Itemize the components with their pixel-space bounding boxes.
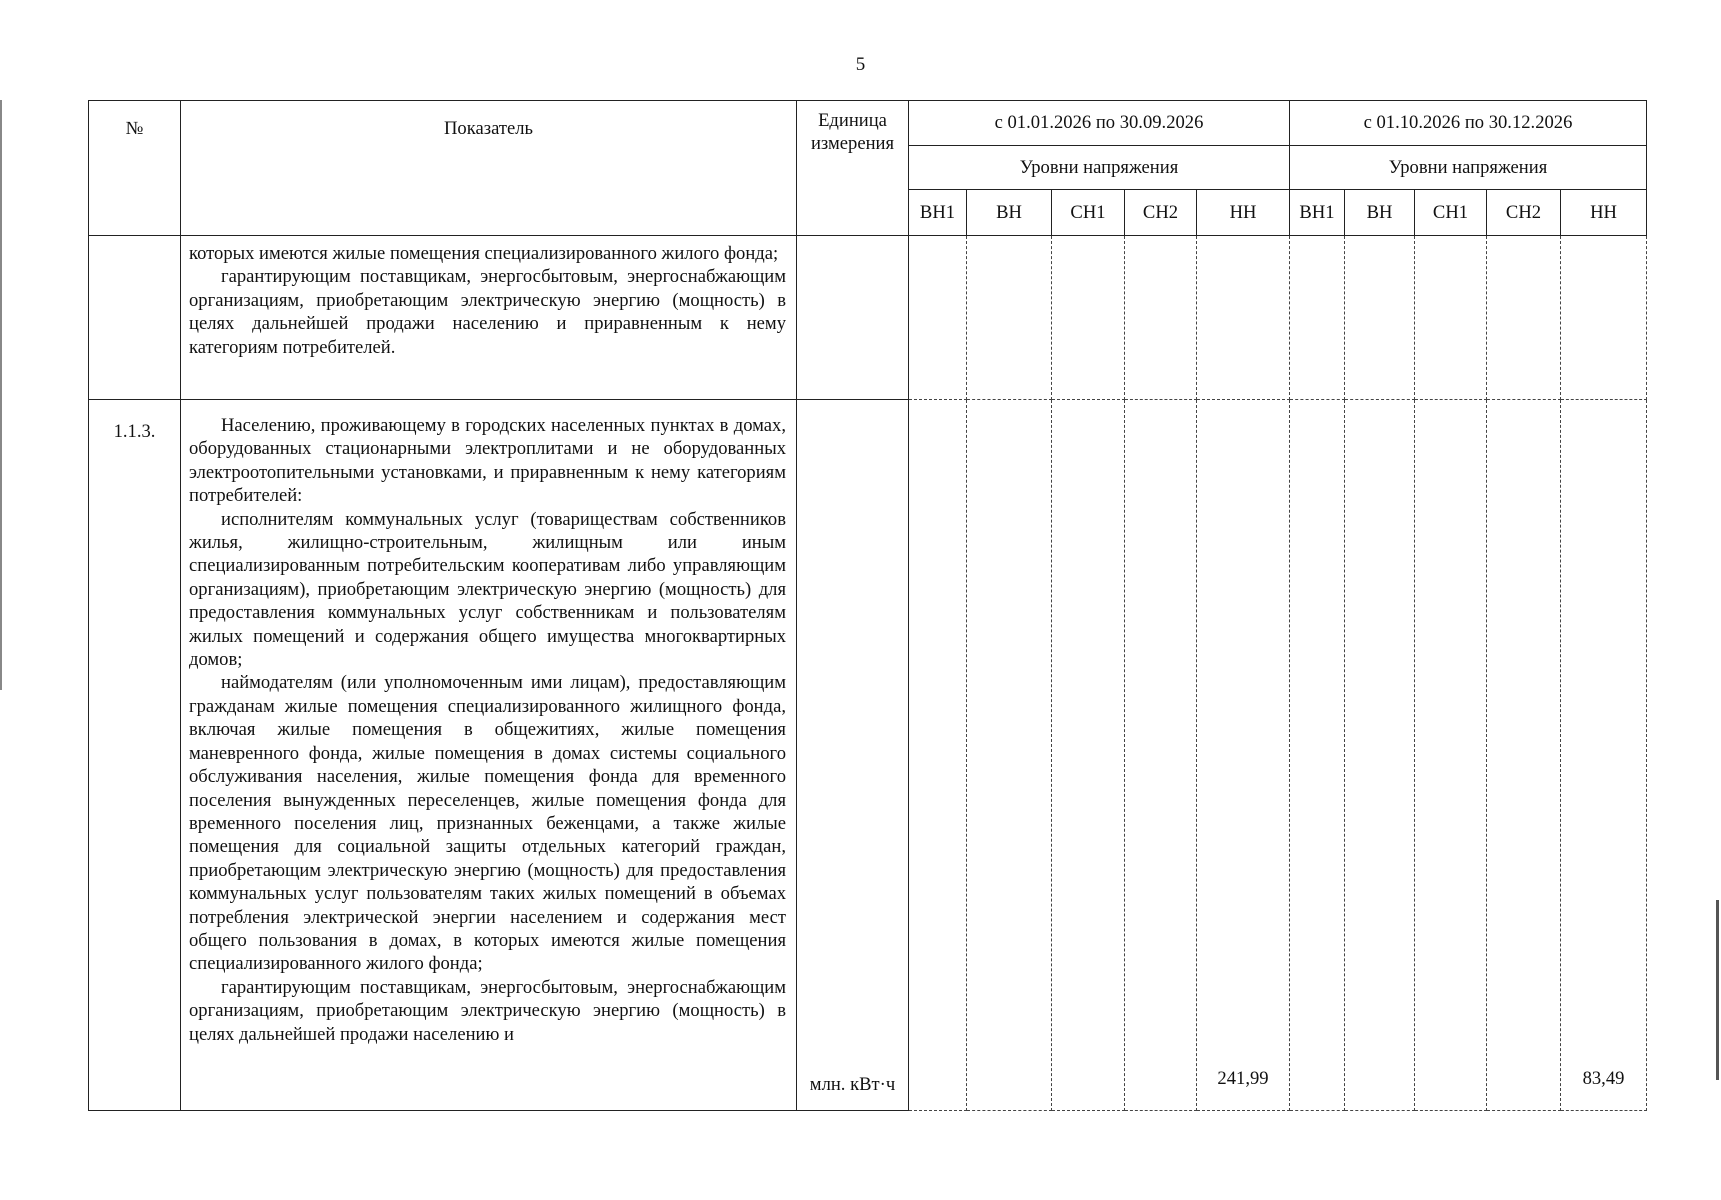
indicator-paragraph: наймодателям (или уполномоченным ими лицам), предоставляющим гражданам жилые помещения специализированного жилищного фонда, включая жилые помещения в общежитиях, жилые помещения маневренного фонда, жилые помещения в домах системы социального обслуживания населения, жилые помещения фонда для временного поселения вынужденных переселенцев, жилые помещения фонда для временного поселения лиц, признанных беженцами, а также жилые помещения для социальной защиты отдельных категорий граждан, приобретающим электрическую энергию (мощность) для предоставления коммунальных услуг пользователям таких жилых помещений в объемах потребления электрической энергии населением и содержания мест общего пользования в домах, в которых имеются жилые помещения специализированного жилого фонда; xyxy=(189,672,786,975)
value-cell xyxy=(1487,236,1561,400)
header-col-indicator: Показатель xyxy=(181,101,797,236)
header-period-1: с 01.01.2026 по 30.09.2026 xyxy=(909,101,1290,146)
value-cell xyxy=(1052,400,1125,1111)
value-cell: 241,99 xyxy=(1197,400,1290,1111)
row-unit xyxy=(797,236,909,400)
header-col-no: № xyxy=(89,101,181,236)
value-cell xyxy=(1345,236,1415,400)
tariff-table xyxy=(88,100,1647,1111)
header-level-p1-vn: ВН xyxy=(967,190,1052,236)
table-row xyxy=(89,236,1647,400)
header-level-p2-vn: ВН xyxy=(1345,190,1415,236)
value-cell xyxy=(1125,400,1197,1111)
indicator-paragraph: Населению, проживающему в городских населенных пунктах в домах, оборудованных стационарными электроплитами и не оборудованных электроотопительными установками, и приравненным к нему категориям потребителей: xyxy=(189,415,786,507)
header-level-p1-sn1: СН1 xyxy=(1052,190,1125,236)
indicator-paragraph: которых имеются жилые помещения специализированного жилого фонда; xyxy=(189,243,779,264)
indicator-paragraph: гарантирующим поставщикам, энергосбытовым, энергоснабжающим организациям, приобретающим электрическую энергию (мощность) в целях дальнейшей продажи населению и xyxy=(189,976,786,1045)
header-levels-label-2: Уровни напряжения xyxy=(1290,146,1647,190)
value-cell xyxy=(1197,236,1290,400)
value-cell xyxy=(909,236,967,400)
value-cell xyxy=(909,400,967,1111)
row-number: 1.1.3. xyxy=(89,400,181,1111)
row-number xyxy=(89,236,181,400)
value-cell xyxy=(1290,400,1345,1111)
header-col-unit: Единица измерения xyxy=(797,101,909,236)
row-indicator-text xyxy=(181,400,797,1111)
value-cell xyxy=(1415,400,1487,1111)
value-cell xyxy=(967,236,1052,400)
value-cell xyxy=(1290,236,1345,400)
scan-edge-mark-right xyxy=(1716,900,1719,1080)
value-cell xyxy=(1052,236,1125,400)
header-level-p1-vn1: ВН1 xyxy=(909,190,967,236)
indicator-paragraph: гарантирующим поставщикам, энергосбытовым, энергоснабжающим организациям, приобретающим электрическую энергию (мощность) в целях дальнейшей продажи населению и приравненным к нему категориям потребителей. xyxy=(189,266,786,358)
value-cell xyxy=(967,400,1052,1111)
header-level-p1-nn: НН xyxy=(1197,190,1290,236)
row-indicator-text xyxy=(181,236,797,400)
scan-edge-mark-left xyxy=(0,100,2,690)
header-row-periods xyxy=(89,101,1647,146)
header-level-p2-nn: НН xyxy=(1561,190,1647,236)
value-cell xyxy=(1415,236,1487,400)
value-cell xyxy=(1561,236,1647,400)
header-levels-label-1: Уровни напряжения xyxy=(909,146,1290,190)
header-level-p1-sn2: СН2 xyxy=(1125,190,1197,236)
value-cell xyxy=(1487,400,1561,1111)
value-cell xyxy=(1345,400,1415,1111)
row-unit: млн. кВт·ч xyxy=(797,400,909,1111)
value-cell: 83,49 xyxy=(1561,400,1647,1111)
header-level-p2-vn1: ВН1 xyxy=(1290,190,1345,236)
indicator-paragraph: исполнителям коммунальных услуг (товариществам собственников жилья, жилищно-строительным, жилищным или иным специализированным потребительским кооперативам либо управляющим организациям), приобретающим электрическую энергию (мощность) для предоставления коммунальных услуг собственникам и пользователям жилых помещений и содержания общего имущества многоквартирных домов; xyxy=(189,508,786,671)
value-cell xyxy=(1125,236,1197,400)
header-level-p2-sn1: СН1 xyxy=(1415,190,1487,236)
header-period-2: с 01.10.2026 по 30.12.2026 xyxy=(1290,101,1647,146)
page-number: 5 xyxy=(855,54,866,75)
table-row xyxy=(89,400,1647,1111)
header-level-p2-sn2: СН2 xyxy=(1487,190,1561,236)
